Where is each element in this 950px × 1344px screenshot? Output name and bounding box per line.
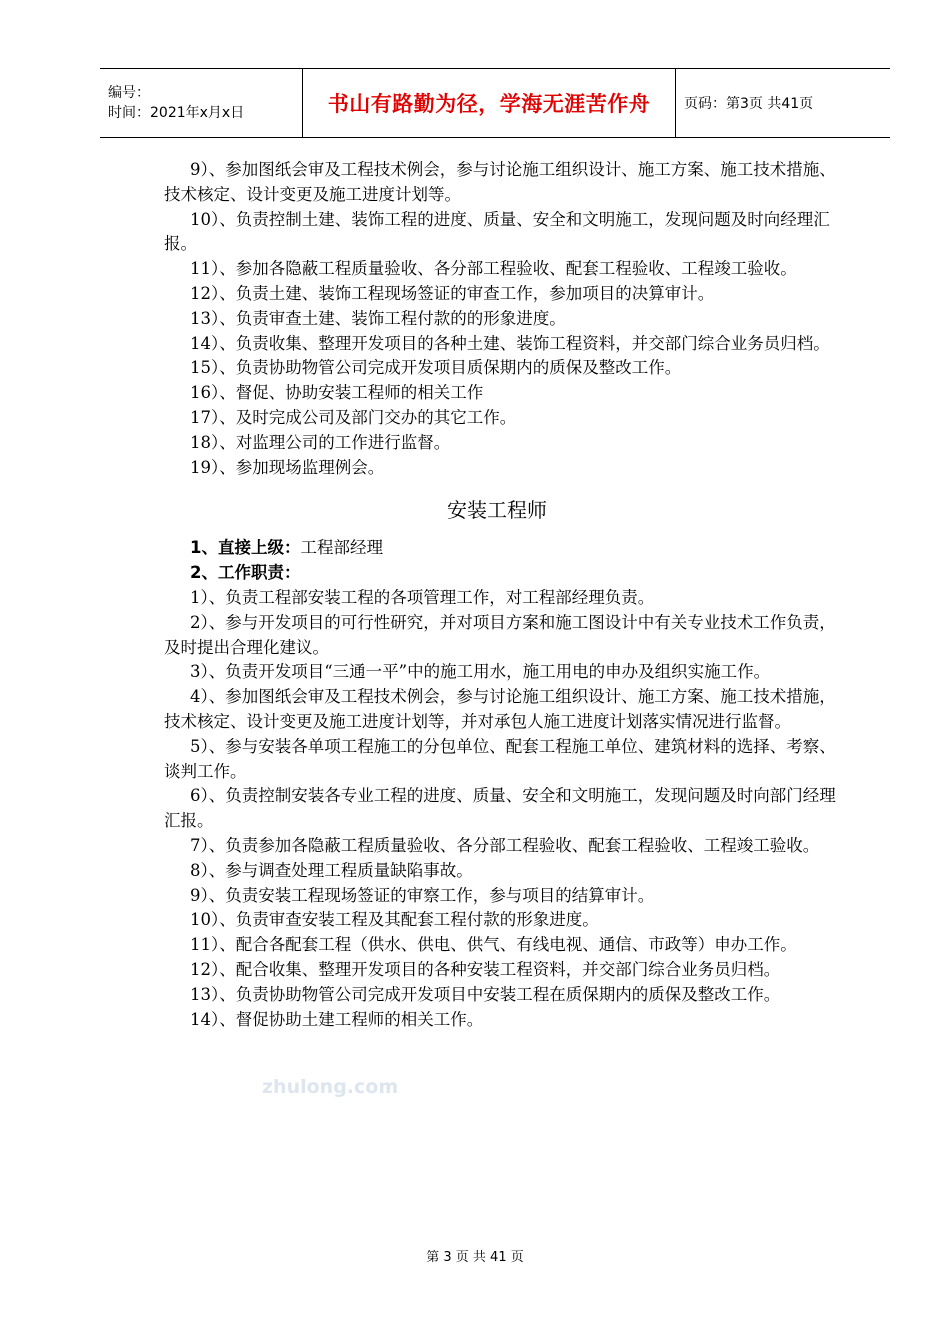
page-footer: 第 3 页 共 41 页 <box>426 1250 524 1265</box>
header-page-info <box>676 69 890 137</box>
list-item: 19）、参加现场监理例会。 <box>190 457 385 477</box>
header-number-label: 编号： <box>108 85 150 101</box>
list-item: 3）、负责开发项目“三通一平”中的施工用水，施工用电的申办及组织实施工作。 <box>190 662 771 682</box>
list-item: 10）、负责审查安装工程及其配套工程付款的形象进度。 <box>190 910 599 930</box>
header-meta <box>100 69 302 137</box>
list-item: 15）、负责协助物管公司完成开发项目质保期内的质保及整改工作。 <box>190 358 682 378</box>
list-item: 1）、负责工程部安装工程的各项管理工作，对工程部经理负责。 <box>190 587 655 607</box>
list-item: 7）、负责参加各隐蔽工程质量验收、各分部工程验收、配套工程验收、工程竣工验收。 <box>190 835 820 855</box>
header-page-info-text: 页码：第3页 共41页 <box>684 96 814 112</box>
list-item: 11）、参加各隐蔽工程质量验收、各分部工程验收、配套工程验收、工程竣工验收。 <box>190 259 797 279</box>
duties-label: 2、工作职责： <box>190 563 301 583</box>
list-item: 5）、参与安装各单项工程施工的分包单位、配套工程施工单位、建筑材料的选择、考察、谈判工作。 <box>164 736 836 781</box>
header-motto <box>302 69 676 137</box>
watermark: zhulong.com <box>262 1076 399 1098</box>
header-motto-text: 书山有路勤为径，学海无涯苦作舟 <box>327 92 651 116</box>
list-item: 9）、参加图纸会审及工程技术例会，参与讨论施工组织设计、施工方案、施工技术措施、技术核定、设计变更及施工进度计划等。 <box>164 160 836 204</box>
list-item: 2）、参与开发项目的可行性研究，并对项目方案和施工图设计中有关专业技术工作负责，及时提出合理化建议。 <box>164 612 836 657</box>
page-header <box>100 68 890 138</box>
list-item: 12）、负责土建、装饰工程现场签证的审查工作，参加项目的决算审计。 <box>190 283 715 303</box>
list-item: 13）、负责审查土建、装饰工程付款的的形象进度。 <box>190 308 566 328</box>
list-item: 17）、及时完成公司及部门交办的其它工作。 <box>190 407 517 427</box>
header-time-label: 时间：2021年x月x日 <box>108 105 245 121</box>
list-item: 4）、参加图纸会审及工程技术例会，参与讨论施工组织设计、施工方案、施工技术措施，技术核定、设计变更及施工进度计划等，并对承包人施工进度计划落实情况进行监督。 <box>164 687 836 731</box>
superior-value: 工程部经理 <box>300 538 383 558</box>
section-title: 安装工程师 <box>447 498 547 523</box>
list-item: 9）、负责安装工程现场签证的审察工作，参与项目的结算审计。 <box>190 885 655 905</box>
list-item: 11）、配合各配套工程（供水、供电、供气、有线电视、通信、市政等）申办工作。 <box>190 935 797 955</box>
list-item: 10）、负责控制土建、装饰工程的进度、质量、安全和文明施工，发现问题及时向经理汇报。 <box>164 209 830 254</box>
list-item: 14）、督促协助土建工程师的相关工作。 <box>190 1009 484 1029</box>
list-item: 8）、参与调查处理工程质量缺陷事故。 <box>190 860 473 880</box>
list-item: 12）、配合收集、整理开发项目的各种安装工程资料，并交部门综合业务员归档。 <box>190 959 781 979</box>
list-item: 6）、负责控制安装各专业工程的进度、质量、安全和文明施工，发现问题及时向部门经理汇报。 <box>164 786 836 831</box>
superior-line <box>144 536 850 561</box>
list-item: 16）、督促、协助安装工程师的相关工作 <box>190 383 484 403</box>
list-item: 18）、对监理公司的工作进行监督。 <box>190 432 451 452</box>
list-item: 14）、负责收集、整理开发项目的各种土建、装饰工程资料，并交部门综合业务员归档。 <box>190 333 830 353</box>
superior-label: 1、直接上级： <box>190 538 301 558</box>
duties-heading <box>144 561 850 586</box>
document-body <box>144 158 850 1032</box>
list-item: 13）、负责协助物管公司完成开发项目中安装工程在质保期内的质保及整改工作。 <box>190 984 781 1004</box>
